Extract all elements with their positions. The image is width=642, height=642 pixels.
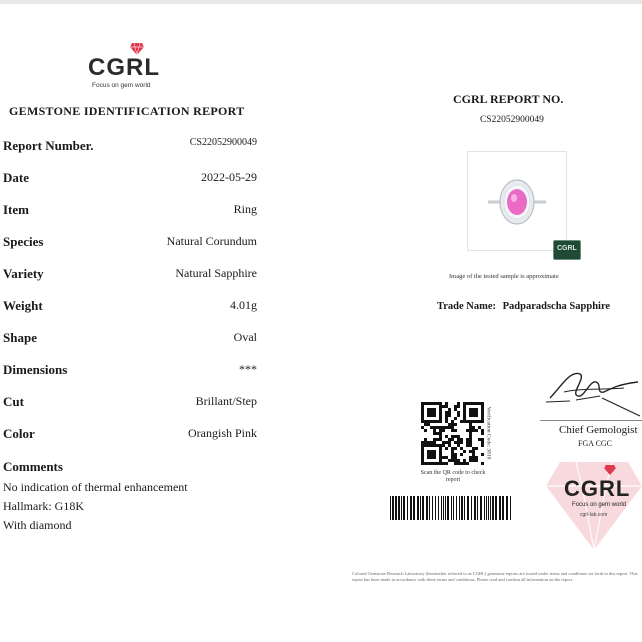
report-no-title: CGRL REPORT NO. bbox=[453, 92, 564, 106]
qr-code[interactable] bbox=[421, 402, 485, 466]
field-label: Shape bbox=[3, 330, 37, 345]
qr-pattern bbox=[421, 402, 484, 465]
field-label: Variety bbox=[3, 266, 44, 281]
field-label: Item bbox=[3, 202, 29, 217]
qr-caption: Scan the QR code to check report bbox=[420, 470, 486, 483]
logo-tagline: Focus on gem world bbox=[92, 82, 151, 89]
badge-text: CGRL bbox=[557, 245, 577, 252]
footer-disclaimer: Colored Gemstone Research Laboratory (hereinafter referred to as CGRL) gemstone reports are issued under terms and conditions set forth in this report. This report has been made in accordance with these terms and conditions. Please read and confirm all information on the report. bbox=[352, 571, 638, 582]
ring-image bbox=[468, 152, 566, 250]
field-value: Ring bbox=[233, 202, 257, 216]
field-label: Dimensions bbox=[3, 362, 68, 377]
report-title: GEMSTONE IDENTIFICATION REPORT bbox=[9, 104, 245, 118]
badge bbox=[553, 240, 581, 260]
report-no-value: CS22052900049 bbox=[480, 115, 544, 125]
field-value: *** bbox=[239, 362, 257, 376]
trade-name-value: Padparadscha Sapphire bbox=[502, 301, 611, 312]
verification-code: Verification Code: 3810 bbox=[485, 406, 492, 460]
comment-line: Hallmark: G18K bbox=[3, 499, 84, 513]
field-label: Color bbox=[3, 426, 35, 441]
field-value: Oval bbox=[233, 330, 257, 344]
field-value: Brillant/Step bbox=[195, 394, 257, 408]
comment-line: With diamond bbox=[3, 518, 72, 532]
field-label: Date bbox=[3, 170, 29, 185]
trade-name-label: Trade Name: bbox=[437, 301, 496, 312]
signer-creds: FGA CGC bbox=[578, 439, 613, 448]
field-label: Cut bbox=[3, 394, 24, 409]
sample-note: Image of the tested sample is approximate bbox=[449, 273, 559, 280]
trade-name bbox=[437, 301, 610, 312]
field-label: Report Number. bbox=[3, 138, 94, 153]
field-value: Natural Sapphire bbox=[175, 266, 257, 280]
field-value: CS22052900049 bbox=[189, 137, 257, 148]
field-value: 2022-05-29 bbox=[201, 170, 257, 184]
logo-wordmark: CGRL bbox=[88, 54, 160, 81]
cgrl-logo bbox=[88, 42, 168, 92]
comments-label: Comments bbox=[3, 459, 63, 474]
sample-image bbox=[467, 151, 567, 251]
field-label: Species bbox=[3, 234, 44, 249]
signer-title: Chief Gemologist bbox=[559, 424, 638, 436]
field-value: Orangish Pink bbox=[188, 426, 257, 440]
signature-line bbox=[540, 420, 642, 421]
seal-url: cgrl-lab.com bbox=[580, 512, 608, 518]
seal-tagline: Focus on gem world bbox=[572, 502, 627, 508]
cgrl-seal bbox=[546, 456, 642, 552]
signature bbox=[540, 358, 642, 420]
field-label: Weight bbox=[3, 298, 43, 313]
barcode bbox=[390, 496, 514, 520]
top-border bbox=[0, 0, 642, 4]
comment-line: No indication of thermal enhancement bbox=[3, 480, 188, 494]
barcode-bars bbox=[390, 496, 514, 520]
field-value: 4.01g bbox=[230, 298, 257, 312]
field-value: Natural Corundum bbox=[166, 234, 257, 248]
seal-wordmark: CGRL bbox=[564, 476, 631, 501]
seal-diamond-icon bbox=[604, 465, 616, 475]
